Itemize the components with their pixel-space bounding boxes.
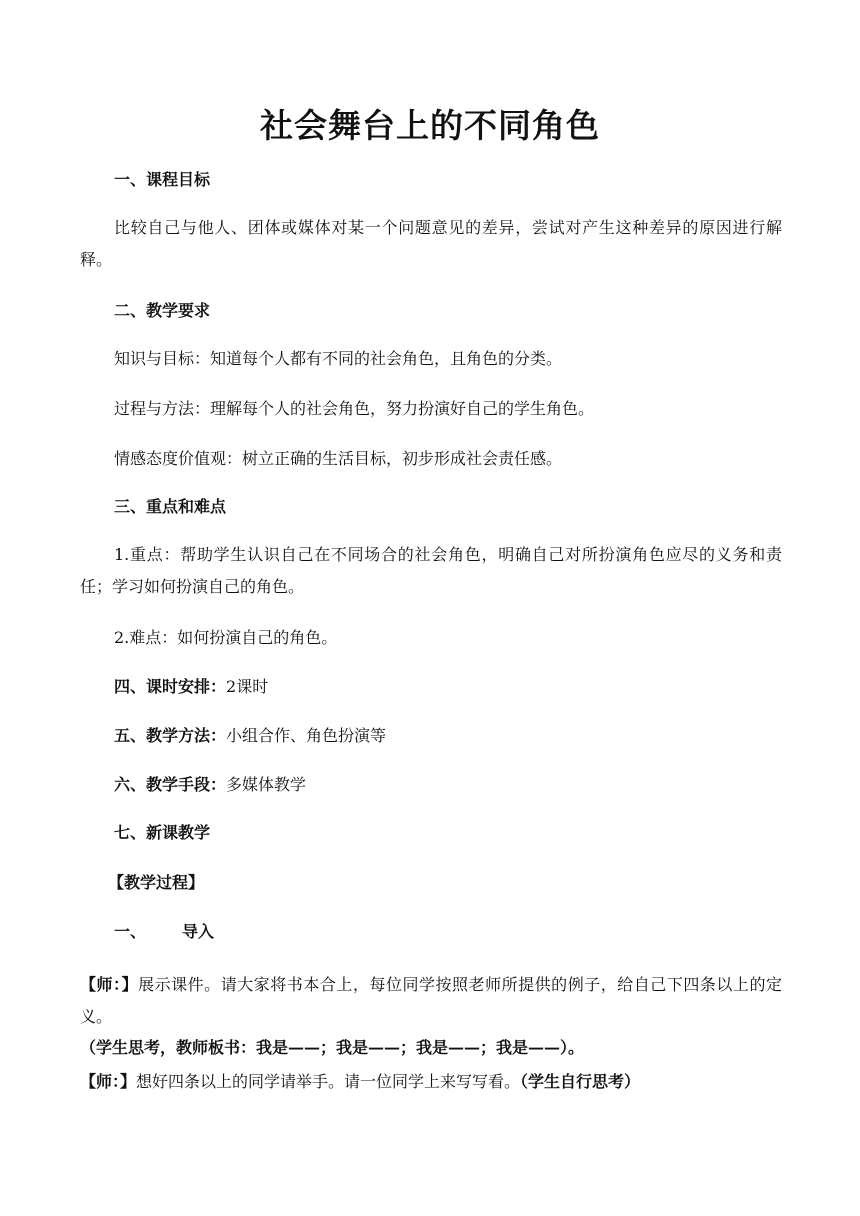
intro-label: 导入 bbox=[182, 922, 215, 941]
section-2-line-3: 情感态度价值观：树立正确的生活目标，初步形成社会责任感。 bbox=[114, 449, 563, 468]
section-2-line-1: 知识与目标：知道每个人都有不同的社会角色，且角色的分类。 bbox=[114, 349, 563, 368]
section-4-label: 四、课时安排： bbox=[114, 677, 227, 696]
teacher-tag-1: 【师：】 bbox=[80, 975, 139, 994]
section-3-heading: 三、重点和难点 bbox=[114, 497, 227, 516]
section-6-label: 六、教学手段： bbox=[114, 775, 227, 794]
section-5-label: 五、教学方法： bbox=[114, 726, 227, 745]
section-3-line-2: 2.难点：如何扮演自己的角色。 bbox=[114, 628, 338, 647]
intro-number: 一、 bbox=[114, 922, 147, 941]
intro-heading bbox=[114, 920, 214, 944]
section-4-value: 2课时 bbox=[226, 677, 269, 696]
section-1-paragraph: 比较自己与他人、团体或媒体对某一个问题意见的差异，尝试对产生这种差异的原因进行解释。 bbox=[80, 218, 782, 269]
section-7-heading: 七、新课教学 bbox=[114, 823, 211, 842]
student-note: （学生思考，教师板书：我是——；我是——；我是——；我是——）。 bbox=[80, 1038, 585, 1057]
section-1-heading: 一、课程目标 bbox=[114, 170, 211, 189]
section-4-line bbox=[114, 675, 268, 699]
teacher-paragraph-2 bbox=[80, 1070, 640, 1094]
teacher-text-1: 展示课件。请大家将书本合上，每位同学按照老师所提供的例子，给自己下四条以上的定义。 bbox=[80, 975, 782, 1026]
teacher-paragraph-1 bbox=[80, 969, 782, 1033]
teacher-text-2: 想好四条以上的同学请举手。请一位同学上来写写看。 bbox=[136, 1072, 521, 1091]
section-6-value: 多媒体教学 bbox=[226, 775, 307, 794]
teacher-note-2: （学生自行思考） bbox=[520, 1072, 641, 1091]
teacher-tag-2: 【师：】 bbox=[80, 1072, 137, 1091]
process-heading: 【教学过程】 bbox=[108, 873, 205, 892]
section-6-line bbox=[114, 773, 306, 797]
section-2-heading: 二、教学要求 bbox=[114, 301, 211, 320]
document-title: 社会舞台上的不同角色 bbox=[260, 106, 600, 145]
section-5-line bbox=[114, 724, 386, 748]
section-3-paragraph-1: 1.重点：帮助学生认识自己在不同场合的社会角色，明确自己对所扮演角色应尽的义务和责任；学习如何扮演自己的角色。 bbox=[80, 545, 782, 596]
section-2-line-2: 过程与方法：理解每个人的社会角色，努力扮演好自己的学生角色。 bbox=[114, 399, 595, 418]
section-5-value: 小组合作、角色扮演等 bbox=[226, 726, 387, 745]
